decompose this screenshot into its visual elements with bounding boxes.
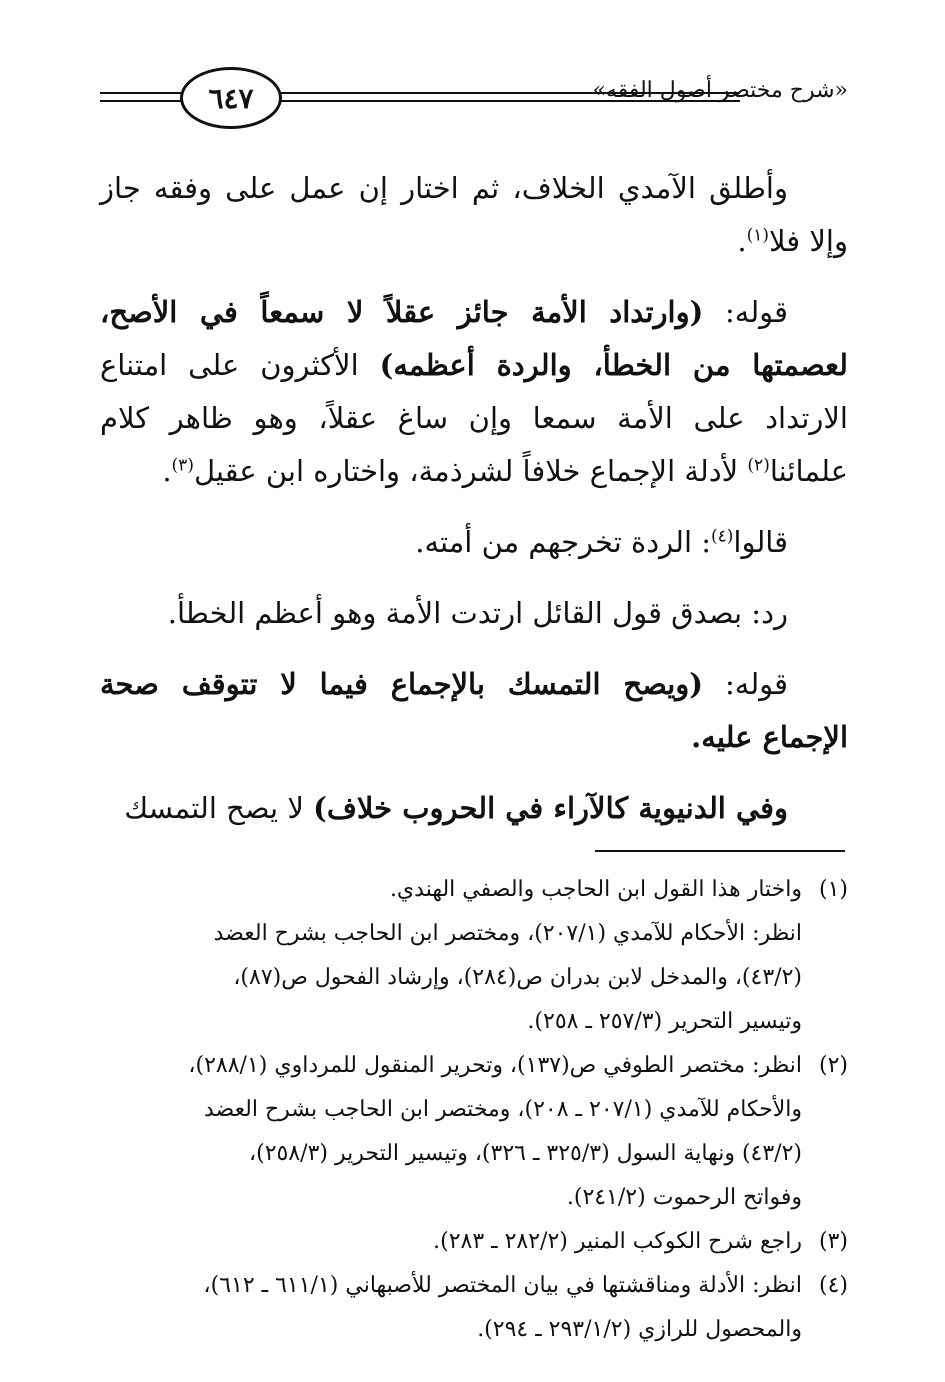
paragraph-2 [100, 286, 848, 498]
footnote-line: واختار هذا القول ابن الحاجب والصفي الهندي. [389, 877, 802, 902]
footnote-line: (٤٣/٢) ونهاية السول (٣٢٥/٣ ـ ٣٢٦)، وتيسير التحرير (٢٥٨/٣)، [249, 1141, 802, 1166]
paragraph-3-lead: قالوا [733, 525, 788, 559]
paragraph-4 [100, 587, 848, 640]
footnote-ref-2: (٢) [747, 455, 770, 476]
footnote-line: والأحكام للآمدي (٢٠٧/١ ـ ٢٠٨)، ومختصر ابن الحاجب بشرح العضد [203, 1097, 802, 1122]
footnote-ref-4: (٤) [711, 526, 734, 547]
paragraph-1-end: . [737, 224, 747, 258]
paragraph-4-text: رد: بصدق قول القائل ارتدت الأمة وهو أعظم الخطأ. [167, 596, 788, 630]
footnote-number: (٤) [818, 1273, 848, 1298]
main-text [100, 162, 848, 835]
footnote-number: (٣) [818, 1229, 848, 1254]
footnote-ref-3: (٣) [171, 455, 194, 476]
footnote-2 [100, 1044, 848, 1220]
footnote-line: انظر: الأدلة ومناقشتها في بيان المختصر للأصبهاني (٦١١/١ ـ ٦١٢)، [203, 1273, 802, 1298]
footnote-3 [100, 1220, 848, 1264]
paragraph-5-quote: (ويصح التمسك بالإجماع فيما لا تتوقف صحة الإجماع عليه. [100, 667, 848, 754]
paragraph-1 [100, 162, 848, 268]
paragraph-3-text: : الردة تخرجهم من أمته. [415, 525, 711, 559]
footnote-line: راجع شرح الكوكب المنير (٢٨٢/٢ ـ ٢٨٣). [433, 1229, 802, 1254]
paragraph-2-text-1: الأكثرون على امتناع الارتداد على الأمة سمعا وإن ساغ عقلاً، وهو ظاهر كلام علمائنا [100, 348, 848, 488]
paragraph-3 [100, 516, 848, 569]
footnote-line: انظر: مختصر الطوفي ص(١٣٧)، وتحرير المنقول للمرداوي (٢٨٨/١)، [188, 1053, 802, 1078]
page-header [100, 62, 848, 132]
footnotes [100, 868, 848, 1352]
paragraph-2-quote: (وارتداد الأمة جائز عقلاً لا سمعاً في الأصح، لعصمتها من الخطأ، والردة أعظمه) [100, 295, 848, 382]
paragraph-1-text: وأطلق الآمدي الخلاف، ثم اختار إن عمل على وفقه جاز وإلا فلا [100, 171, 848, 258]
footnote-line: انظر: الأحكام للآمدي (٢٠٧/١)، ومختصر ابن الحاجب بشرح العضد [213, 921, 802, 946]
page-number-badge [180, 67, 282, 129]
footnote-number: (٢) [818, 1053, 848, 1078]
paragraph-5-lead: قوله: [703, 667, 789, 701]
paragraph-2-lead: قوله: [703, 295, 788, 329]
paragraph-5 [100, 658, 848, 764]
footnote-line: (٤٣/٢)، والمدخل لابن بدران ص(٢٨٤)، وإرشاد الفحول ص(٨٧)، [233, 965, 802, 990]
footnote-separator [595, 850, 845, 852]
footnote-1 [100, 868, 848, 1044]
running-title: «شرح مختصر أصول الفقه» [592, 78, 848, 103]
footnote-line: وتيسير التحرير (٢٥٧/٣ ـ ٢٥٨). [527, 1009, 802, 1034]
footnote-4 [100, 1264, 848, 1352]
paragraph-2-end: . [162, 454, 172, 488]
paragraph-6-quote: وفي الدنيوية كالآراء في الحروب خلاف) [313, 791, 788, 825]
header-rule-left [100, 92, 185, 102]
paragraph-6 [100, 782, 848, 835]
footnote-line: والمحصول للرازي (٢٩٣/١/٢ ـ ٢٩٤). [477, 1317, 802, 1342]
footnote-ref-1: (١) [746, 225, 769, 246]
paragraph-6-text: لا يصح التمسك [124, 791, 314, 825]
footnote-number: (١) [818, 877, 848, 902]
paragraph-2-text-2: لأدلة الإجماع خلافاً لشرذمة، واختاره ابن عقيل [193, 454, 748, 488]
page-number: ٦٤٧ [208, 81, 254, 115]
footnote-line: وفواتح الرحموت (٢٤١/٢). [566, 1185, 802, 1210]
